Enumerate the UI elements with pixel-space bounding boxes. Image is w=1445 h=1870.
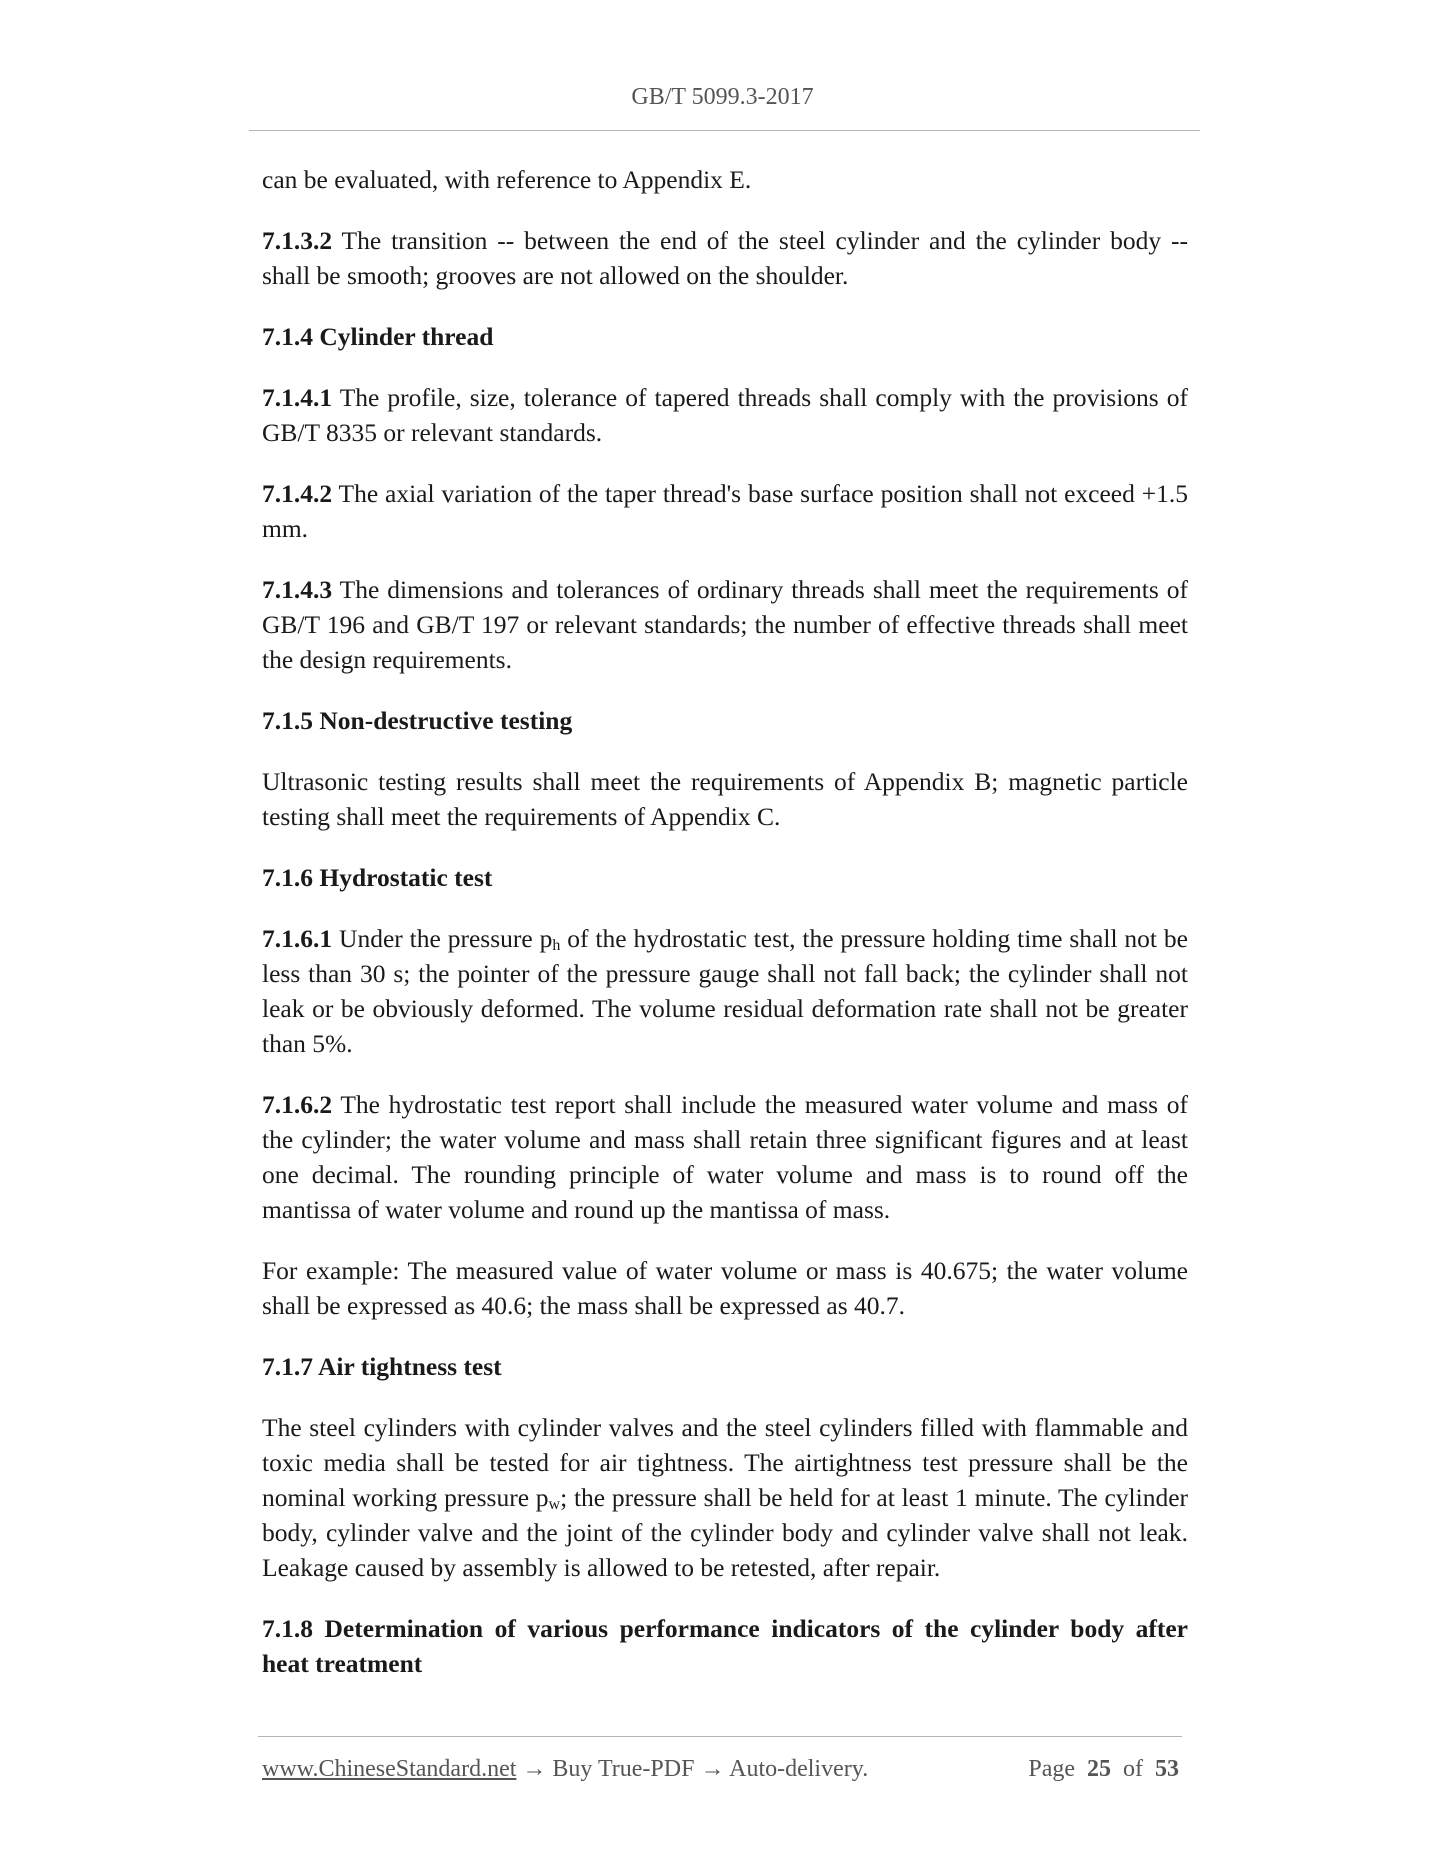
clause-number: 7.1.4.3 [262, 575, 333, 604]
clause-text: The hydrostatic test report shall include the measured water volume and mass of the cylinder; the water volume and mass shall retain three significant figures and at least one decimal. The rounding principle of water volume and mass is to round off the mantissa of water volume and round up the mantissa of mass. [262, 1090, 1188, 1224]
example-paragraph: For example: The measured value of water volume or mass is 40.675; the water volume shall be expressed as 40.6; the mass shall be expressed as 40.7. [262, 1256, 1188, 1320]
running-header: GB/T 5099.3-2017 [631, 84, 814, 110]
clause-number: 7.1.4.1 [262, 383, 333, 412]
footer-divider [258, 1736, 1182, 1737]
section-heading: 7.1.8 Determination of various performance indicators of the cylinder body after heat treatment [262, 1614, 1188, 1678]
clause-7-1-6-2 [262, 1087, 1188, 1227]
clause-text: The dimensions and tolerances of ordinary threads shall meet the requirements of GB/T 196 and GB/T 197 or relevant standards; the number of effective threads shall meet the design requirements. [262, 575, 1188, 674]
header-divider [249, 130, 1200, 131]
clause-7-1-3-2 [262, 223, 1188, 293]
page-label: Page [1028, 1756, 1075, 1782]
footer-promo [262, 1756, 868, 1783]
clause-7-1-4-3 [262, 572, 1188, 677]
clause-number: 7.1.4.2 [262, 479, 333, 508]
clause-text: The axial variation of the taper thread's base surface position shall not exceed +1.5 mm. [262, 479, 1188, 543]
paragraph-text: The steel cylinders with cylinder valves and the steel cylinders filled with flammable and toxic media shall be tested for air tightness. The airtightness test pressure shall be the nominal working pressure p [262, 1413, 1188, 1512]
paragraph: Ultrasonic testing results shall meet the requirements of Appendix B; magnetic particle testing shall meet the requirements of Appendix C. [262, 767, 1188, 831]
clause-number: 7.1.3.2 [262, 226, 333, 255]
clause-text: of the hydrostatic test, the pressure holding time shall not be less than 30 s; the pointer of the pressure gauge shall not fall back; the cylinder shall not leak or be obviously deformed. The volume residual deformation rate shall not be greater than 5%. [262, 924, 1188, 1058]
document-body [262, 162, 1188, 1707]
clause-7-1-4-1 [262, 380, 1188, 450]
clause-number: 7.1.6.1 [262, 924, 333, 953]
paragraph [262, 1410, 1188, 1585]
clause-text: Under the pressure p [332, 924, 553, 953]
website-link[interactable]: www.ChineseStandard.net [262, 1756, 517, 1782]
page-indicator [1028, 1756, 1179, 1783]
clause-7-1-6-1 [262, 921, 1188, 1061]
footer-promo-text: → Buy True-PDF → Auto-delivery. [516, 1756, 869, 1782]
paragraph-text: ; the pressure shall be held for at least 1 minute. The cylinder body, cylinder valve and the joint of the cylinder body and cylinder valve shall not leak. Leakage caused by assembly is allowed to be retested, after repair. [262, 1483, 1189, 1582]
total-pages: 53 [1155, 1756, 1179, 1782]
page-number: 25 [1087, 1756, 1111, 1782]
clause-7-1-4-2 [262, 476, 1188, 546]
paragraph: can be evaluated, with reference to Appendix E. [262, 165, 752, 194]
clause-number: 7.1.6.2 [262, 1090, 333, 1119]
section-heading: 7.1.5 Non-destructive testing [262, 706, 573, 735]
of-label: of [1123, 1756, 1143, 1782]
section-heading: 7.1.7 Air tightness test [262, 1352, 502, 1381]
clause-text: The profile, size, tolerance of tapered threads shall comply with the provisions of GB/T 8335 or relevant standards. [262, 383, 1188, 447]
subscript: h [552, 937, 561, 954]
subscript: w [548, 1496, 561, 1513]
clause-text: The transition -- between the end of the steel cylinder and the cylinder body -- shall be smooth; grooves are not allowed on the shoulder. [262, 226, 1188, 290]
section-heading: 7.1.6 Hydrostatic test [262, 863, 493, 892]
section-heading: 7.1.4 Cylinder thread [262, 322, 494, 351]
